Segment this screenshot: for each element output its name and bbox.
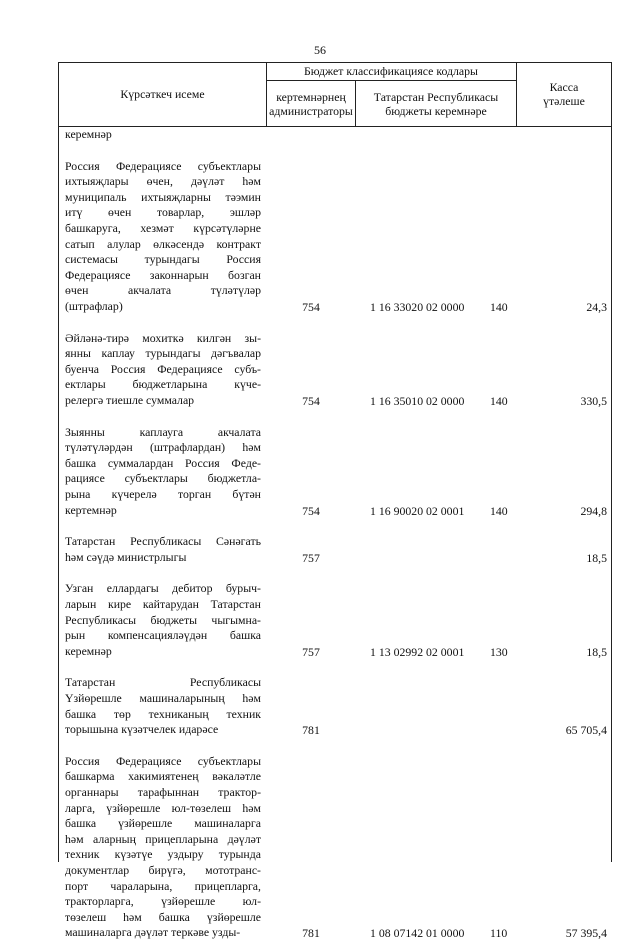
header-indicator-name: Күрсәткеч исеме [120,87,205,101]
indicator-line: керемнәр [65,127,112,141]
cash-amount: 330,5 [580,394,607,408]
indicator-line: Әйләнә-тирә мохиткә килгән зы- [65,330,261,345]
indicator-line: түләтүләрдән (штрафлардан) һәм [65,440,261,455]
revenue-code-suffix: 140 [490,503,508,518]
revenue-code-suffix: 110 [490,926,508,941]
header-cash: Касса үтәлеше [543,80,585,108]
header-budget-revenue: Татарстан Республикасы бюджеты керемнәре [373,89,499,118]
indicator-line: Татарстан Республикасы [65,675,261,690]
indicator-line: Россия Федерациясе субъектлары [65,753,261,768]
indicator-line: һәм аларның прицепларына дәүләт [65,831,261,846]
revenue-code: 1 16 33020 02 0000 [370,300,465,314]
revenue-code-suffix: 140 [490,394,508,408]
indicator-line: рына күчерелә торган бүтән [65,487,261,501]
indicator-line: техник күзәтүе уздыру турында [65,847,261,862]
indicator-line: башкаруга, хезмәт күрсәтүләрне [65,221,261,235]
indicator-line: керемнәр [65,643,112,658]
indicator-line: системасы турындагы Россия [65,252,261,267]
indicator-line: рациясе субъектлары бюджетла- [65,471,261,486]
indicator-line: итү өчен товарлар, эшләр [65,205,261,220]
administrator-code: 754 [302,394,320,408]
indicator-line: башка үзйөрешле машиналарга [65,816,261,831]
indicator-line: порт чараларына, прицепларга, [65,878,261,893]
indicator-line: тракторларга, үзйөрешле юл- [65,894,261,909]
indicator-line: рын компенсацияләүдән башка [65,628,261,643]
indicator-line: башкарма хакимиятенең вәкаләтле [65,769,261,784]
budget-table [58,62,612,941]
cash-amount: 24,3 [586,300,607,314]
indicator-line: Татарстан Республикасы Сәнәгать [65,534,261,549]
header-administrator: кертемнәрнең администраторы [269,89,353,118]
administrator-code: 754 [302,503,320,518]
indicator-line: һәм сәүдә министрлыгы [65,549,187,564]
cash-amount: 65 705,4 [565,723,607,738]
indicator-line: башка суммалардан Россия Феде- [65,455,261,470]
revenue-code: 1 16 35010 02 0000 [370,394,465,408]
administrator-code: 757 [302,550,320,565]
indicator-line: Республикасы бюджеты чыгымна- [65,612,261,627]
indicator-line: Федерациясе законнарын бозган [65,267,261,282]
indicator-line: ектлары бюджетларына күче- [65,377,261,392]
indicator-line: Узган еллардагы дебитор бурыч- [65,581,261,596]
page-number: 56 [314,43,326,57]
cash-amount: 294,8 [580,503,607,518]
administrator-code: 754 [302,300,320,314]
revenue-code-suffix: 140 [490,300,508,314]
indicator-line: муниципаль ихтыяҗларны тәэмин [65,189,261,204]
header-col-divider-3 [516,62,517,126]
indicator-line: (штрафлар) [65,299,123,313]
indicator-line: башка төр техниканың техник [65,706,261,721]
indicator-line: сатып алулар өлкәсендә контракт [65,236,261,251]
header-col-divider-2 [355,80,356,126]
indicator-line: Үзйөрешле машиналарының һәм [65,691,261,705]
administrator-code: 781 [302,926,320,941]
indicator-line: буенча Россия Федерациясе субъ- [65,361,261,376]
indicator-line: органнары тарафыннан трактор- [65,785,261,799]
indicator-line: торышына күзәтчелек идарәсе [65,722,219,737]
indicator-line: ларын кире кайтарудан Татарстан [65,597,261,611]
revenue-code: 1 08 07142 01 0000 [370,926,465,941]
cash-amount: 18,5 [586,644,607,659]
header-budget-code: Бюджет классификациясе кодлары [304,64,478,78]
indicator-line: Зыянны каплауга акчалата [65,424,261,439]
administrator-code: 781 [302,723,320,738]
revenue-code: 1 13 02992 02 0001 [370,644,465,659]
cash-amount: 18,5 [586,550,607,565]
indicator-line: төзелеш һәм башка үзйөрешле [65,909,261,924]
indicator-line: ларга, үзйөрешле юл-төзелеш һәм [65,800,261,815]
revenue-code: 1 16 90020 02 0001 [370,503,465,518]
indicator-line: релергә тиешле суммалар [65,393,195,407]
revenue-code-suffix: 130 [490,644,508,659]
indicator-line: кертемнәр [65,502,117,517]
indicator-line: янны каплау турындагы дәгъвалар [65,346,261,361]
indicator-line: ихтыяҗлары өчен, дәүләт һәм [65,174,261,189]
indicator-line: Россия Федерациясе субъектлары [65,158,261,173]
indicator-line: машиналарга дәүләт теркәве узды- [65,925,241,940]
cash-amount: 57 395,4 [565,926,607,941]
administrator-code: 757 [302,644,320,659]
indicator-line: документлар бирүгә, мототранс- [65,863,261,877]
indicator-line: өчен акчалата түләтүләр [65,283,261,298]
